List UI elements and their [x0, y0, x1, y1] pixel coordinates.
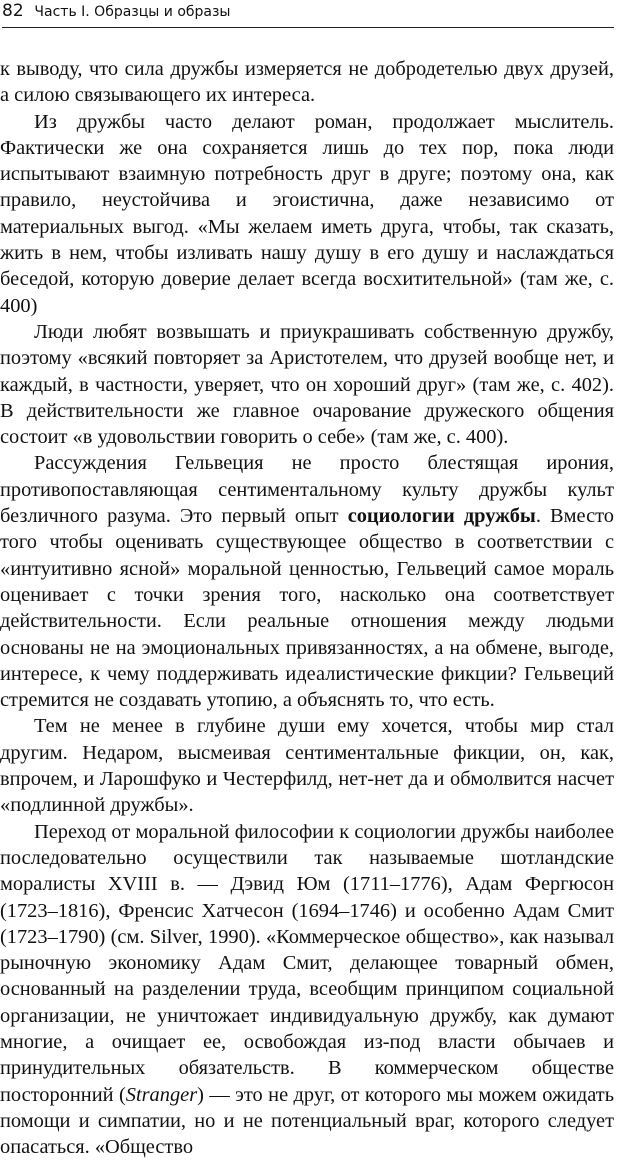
- running-header: [2, 0, 614, 28]
- paragraph-3: Люди любят возвышать и приукрашивать собственную дружбу, поэтому «всякий повторяет за Аристотелем, что друзей вообще нет, и каждый, в частности, уверяет, что он хороший друг» (там же, с. 402). В действительности же главное очарование дружеского общения состоит «в удовольствии говорить о себе» (там же, с. 400).: [0, 320, 614, 449]
- emphasis-stranger: Stranger: [125, 1083, 198, 1106]
- paragraph-4-end: . Вместо того чтобы оценивать существующее общество в соответствии с «интуитивно ясной» моральной ценностью, Гельвеций самое мораль оценивает с точки зрения того, насколько она соответствует действительности. Если реальные отношения между людьми основаны не на эмоциональных привязанностях, а на обмене, выгоде, интересе, к чему поддерживать идеалистические фикции? Гельвеций стремится не создавать утопию, а объяснять то, что есть.: [0, 505, 614, 712]
- paragraph-4: [0, 450, 614, 713]
- running-title: Часть I. Образцы и образы: [34, 4, 231, 20]
- paragraph-6-end: ) — это не друг, от которого мы можем ожидать помощи и симпатии, но и не потенциальный враг, которого следует опасаться. «Общество: [0, 1083, 614, 1159]
- paragraph-2: Из дружбы часто делают роман, продолжает мыслитель. Фактически же она сохраняется лишь до тех пор, пока люди испытывают взаимную потребность друг в друге; поэтому она, как правило, неустойчива и эгоистична, даже независимо от материальных выгод. «Мы желаем иметь друга, чтобы, так сказать, жить в нем, чтобы изливать нашу душу в его душу и наслаждаться беседой, которую доверие делает всегда восхитительной» (там же, с. 400): [0, 110, 614, 317]
- paragraph-6-start: Переход от моральной философии к социологии дружбы наиболее последовательно осуществили так называемые шотландские моралисты XVIII в. — Дэвид Юм (1711–1776), Адам Фергюсон (1723–1816), Френсис Хатчесон (1694–1746) и особенно Адам Смит (1723–1790) (см. Silver, 1990). «Коммерческое общество», как называл рыночную экономику Адам Смит, делающее товарный обмен, основанный на разделении труда, всеобщим принципом социальной организации, не уничтожает индивидуальную дружбу, как думают многие, а очищает ее, освобождая из-под власти обычаев и принудительных обязательств. В коммерческом обществе посторонний (: [0, 820, 614, 1106]
- paragraph-4-start: Рассуждения Гельвеция не просто блестящая ирония, противопоставляющая сентиментальному культу дружбы культ безличного разума. Это первый опыт: [0, 452, 614, 528]
- paragraph-6: [0, 819, 614, 1160]
- emphasis-sociology-of-friendship: социологии дружбы: [347, 505, 536, 528]
- paragraph-5: Тем не менее в глубине души ему хочется, чтобы мир стал другим. Недаром, высмеивая сентиментальные фикции, он, как, впрочем, и Ларошфуко и Честерфилд, нет-нет да и обмолвится насчет «подлинной дружбы».: [0, 715, 614, 817]
- body-text: [0, 56, 614, 1160]
- page-number: 82: [2, 1, 24, 21]
- paragraph-1: к выводу, что сила дружбы измеряется не добродетелью двух друзей, а силою связывающего их интереса.: [0, 58, 614, 107]
